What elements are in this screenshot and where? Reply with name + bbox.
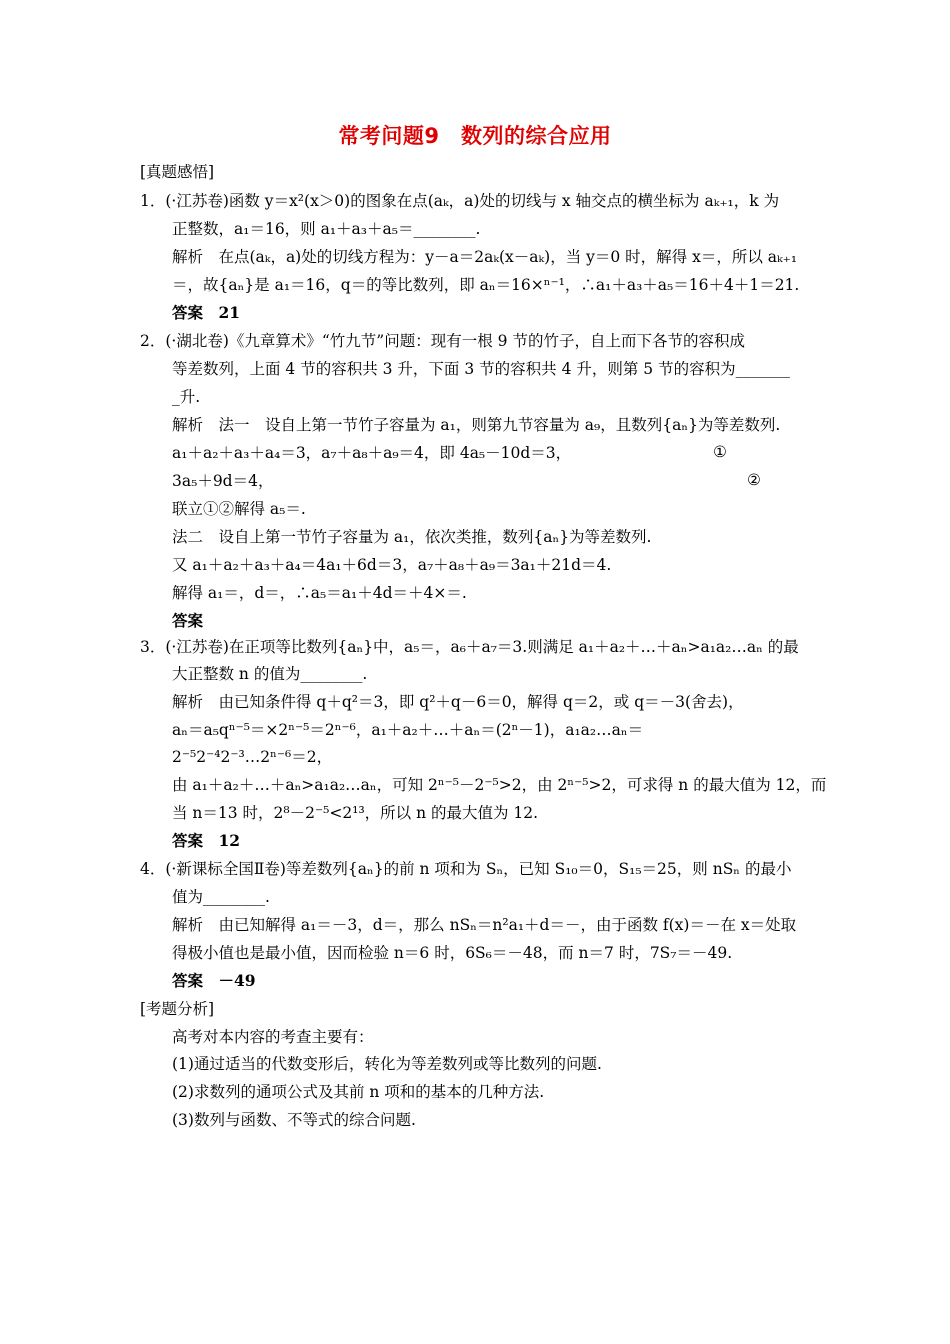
- question-2-text-cont2: _升.: [172, 388, 201, 406]
- question-1-answer: 答案 21: [172, 303, 241, 322]
- question-3-solution-5: 当 n＝13 时，2⁸－2⁻⁵<2¹³，所以 n 的最大值为 12.: [172, 804, 539, 822]
- question-3-solution-2: aₙ＝a₅qⁿ⁻⁵＝×2ⁿ⁻⁵＝2ⁿ⁻⁶，a₁＋a₂＋…＋aₙ＝(2ⁿ－1)，a₁a₂…aₙ＝: [172, 721, 644, 739]
- question-3-solution: 解析 由已知条件得 q＋q²＝3，即 q²＋q－6＝0，解得 q＝2，或 q＝－3(舍去)，: [172, 693, 744, 711]
- analysis-item-2: (2)求数列的通项公式及其前 n 项和的基本的几种方法.: [172, 1083, 545, 1101]
- question-1-text-cont: 正整数，a₁＝16，则 a₁＋a₃＋a₅＝________.: [172, 220, 481, 238]
- question-2-equation-2: 3a₅＋9d＝4，: [172, 472, 274, 490]
- question-4-answer: 答案 －49: [172, 971, 256, 990]
- question-2-text-cont: 等差数列，上面 4 节的容积共 3 升，下面 3 节的容积共 4 升，则第 5 节的容积为_______: [172, 360, 790, 378]
- equation-marker-2: ②: [747, 471, 761, 489]
- question-3-text: 3．(·江苏卷)在正项等比数列{aₙ}中，a₅＝，a₆＋a₇＝3.则满足 a₁＋a₂＋…＋aₙ>a₁a₂…aₙ 的最: [140, 638, 799, 656]
- analysis-intro: 高考对本内容的考查主要有：: [172, 1028, 374, 1046]
- equation-marker-1: ①: [713, 443, 727, 461]
- section-heading-analysis: [考题分析]: [140, 1000, 215, 1018]
- question-4-text: 4．(·新课标全国Ⅱ卷)等差数列{aₙ}的前 n 项和为 Sₙ，已知 S₁₀＝0，S₁₅＝25，则 nSₙ 的最小: [140, 860, 792, 878]
- question-2-method-2-eq: 又 a₁＋a₂＋a₃＋a₄＝4a₁＋6d＝3，a₇＋a₈＋a₉＝3a₁＋21d＝4.: [172, 556, 612, 574]
- question-2-solution: 解析 法一 设自上第一节竹子容量为 a₁，则第九节容量为 a₉，且数列{aₙ}为等差数列.: [172, 416, 781, 434]
- question-2-solution-result: 联立①②解得 a₅＝.: [172, 500, 306, 518]
- question-2-method-2-result: 解得 a₁＝，d＝，∴a₅＝a₁＋4d＝＋4×＝.: [172, 584, 467, 602]
- question-1-solution-cont: ＝，故{aₙ}是 a₁＝16，q＝的等比数列，即 aₙ＝16×ⁿ⁻¹，∴a₁＋a₃＋a₅＝16＋4＋1＝21.: [172, 276, 800, 294]
- question-4-solution-2: 得极小值也是最小值，因而检验 n＝6 时，6S₆＝－48，而 n＝7 时，7S₇＝－49.: [172, 944, 733, 962]
- question-3-answer: 答案 12: [172, 831, 241, 850]
- analysis-item-3: (3)数列与函数、不等式的综合问题.: [172, 1111, 416, 1129]
- analysis-item-1: (1)通过适当的代数变形后，转化为等差数列或等比数列的问题.: [172, 1055, 602, 1073]
- question-2-equation-1: a₁＋a₂＋a₃＋a₄＝3，a₇＋a₈＋a₉＝4，即 4a₅－10d＝3，: [172, 444, 572, 462]
- question-2-answer: 答案: [172, 611, 204, 630]
- question-2-text: 2．(·湖北卷)《九章算术》“竹九节”问题：现有一根 9 节的竹子，自上而下各节的容积成: [140, 332, 745, 350]
- section-heading-real-questions: [真题感悟]: [140, 163, 215, 181]
- question-2-method-2: 法二 设自上第一节竹子容量为 a₁，依次类推，数列{aₙ}为等差数列.: [172, 528, 652, 546]
- question-4-text-cont: 值为________.: [172, 888, 270, 906]
- question-1-solution: 解析 在点(aₖ，a)处的切线方程为：y－a＝2aₖ(x－aₖ)，当 y＝0 时，解得 x＝，所以 aₖ₊₁: [172, 248, 798, 266]
- question-3-solution-3: 2⁻⁵2⁻⁴2⁻³…2ⁿ⁻⁶＝2，: [172, 748, 333, 766]
- question-3-text-cont: 大正整数 n 的值为________.: [172, 665, 368, 683]
- question-4-solution: 解析 由已知解得 a₁＝－3，d＝，那么 nSₙ＝n²a₁＋d＝－，由于函数 f(x)＝－在 x＝处取: [172, 916, 797, 934]
- question-3-solution-4: 由 a₁＋a₂＋…＋aₙ>a₁a₂…aₙ，可知 2ⁿ⁻⁵－2⁻⁵>2，由 2ⁿ⁻⁵>2，可求得 n 的最大值为 12，而: [172, 776, 827, 794]
- page-title: 常考问题9 数列的综合应用: [338, 124, 612, 148]
- question-1-text: 1．(·江苏卷)函数 y＝x²(x＞0)的图象在点(aₖ，a)处的切线与 x 轴交点的横坐标为 aₖ₊₁，k 为: [140, 192, 780, 210]
